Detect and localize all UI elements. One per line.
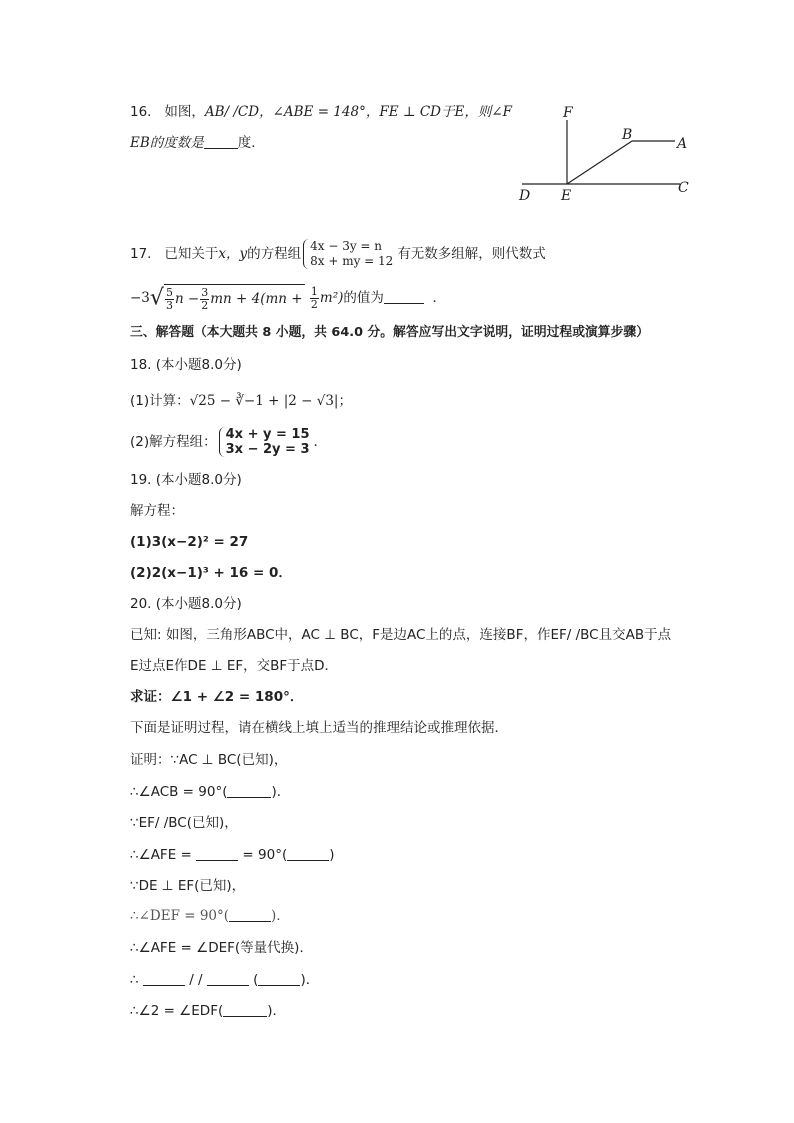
q20-given2: E过点E作DE ⊥ EF，交BF于点D．: [130, 658, 339, 674]
q20-instruction: 下面是证明过程，请在横线上填上适当的推理结论或推理依据．: [130, 720, 508, 736]
q16-text: 如图，: [164, 104, 205, 120]
q20-s4c: ): [329, 847, 335, 863]
q17-system: [303, 239, 393, 269]
label-d: D: [519, 188, 531, 204]
answer-blank[interactable]: [207, 971, 249, 986]
q17-text: 已知关于: [164, 246, 219, 262]
q17-text-d: 的值为: [343, 290, 384, 306]
frac-1-2: $\frac{1}{2}$: [310, 285, 318, 311]
section-3-heading: 三、解答题（本大题共 8 小题，共 64.0 分。解答应写出文字说明，证明过程或演算步骤）: [130, 325, 649, 340]
answer-blank[interactable]: [196, 846, 238, 861]
q20-s4a: ∴∠AFE =: [130, 847, 192, 863]
q20-step1: 证明：∵AC ⊥ BC(已知)，: [130, 752, 288, 768]
label-a: A: [677, 136, 688, 152]
q19-intro: 解方程：: [130, 503, 184, 519]
q18-p1-end: ；: [338, 393, 352, 409]
q17-line1: [130, 236, 546, 272]
q20-s6b: )．: [271, 908, 290, 924]
q18-part2: [130, 424, 327, 460]
answer-blank[interactable]: [258, 971, 300, 986]
q18-header: 18. (本小题8.0分): [130, 357, 242, 373]
q20-s6a: ∴∠DEF = 90°(: [130, 908, 230, 924]
q16-parallel: AB/ /CD: [204, 104, 260, 120]
q20-s9b: )．: [267, 1003, 287, 1019]
sqrt-body: [164, 284, 305, 313]
q17-line2: [130, 280, 446, 317]
q16-question: EB的度数是: [130, 135, 204, 151]
q20-step9: [130, 1001, 286, 1021]
q20-s8c: (: [253, 972, 259, 988]
q17-eq2: 8x + my = 12: [310, 254, 394, 268]
q20-s2a: ∴∠ACB = 90°(: [130, 784, 228, 800]
q16-tail: ，则∠F: [464, 104, 513, 120]
q17-text-c: 有无数多组解，则代数式: [397, 246, 546, 262]
q18-eq1: 4x + y = 15: [225, 427, 310, 442]
q17-text-b: 的方程组: [247, 246, 302, 262]
answer-blank[interactable]: [223, 1002, 267, 1017]
q20-given1: 已知: 如图，三角形ABC中，AC ⊥ BC，F是边AC上的点，连接BF，作EF/ /BC且交AB于点: [130, 627, 672, 643]
answer-blank[interactable]: [287, 846, 329, 861]
q16-unit: 度．: [237, 135, 265, 151]
q17-end: ．: [432, 290, 446, 306]
line-eb: [567, 141, 632, 184]
answer-blank[interactable]: [204, 134, 238, 149]
label-e: E: [561, 188, 572, 204]
q20-step2: [130, 782, 290, 802]
q17-eq1: 4x − 3y = n: [310, 239, 383, 253]
q18-part1: [130, 391, 352, 411]
q16-number: 16.: [130, 104, 152, 120]
frac-3-2: $\frac{3}{2}$: [201, 286, 209, 312]
q17-vars: x，y: [218, 246, 248, 262]
q16-figure: [510, 100, 700, 210]
q18-system: [219, 427, 310, 457]
q18-p1-label: (1)计算：: [130, 393, 190, 409]
q20-step4: [130, 845, 335, 865]
q16-angle: ，∠ABE = 148°，: [259, 104, 380, 120]
q18-p2-end: ．: [313, 434, 328, 450]
sqrt-sign: √: [149, 285, 164, 311]
q17-number: 17.: [130, 246, 152, 262]
frac-5-3: $\frac{5}{3}$: [165, 286, 173, 312]
label-f: F: [563, 105, 573, 121]
answer-blank[interactable]: [143, 971, 185, 986]
label-c: C: [678, 180, 689, 196]
answer-blank[interactable]: [229, 907, 271, 922]
label-b: B: [622, 127, 633, 143]
q20-step6: [130, 906, 290, 926]
q20-s4b: = 90°(: [242, 847, 288, 863]
answer-blank[interactable]: [384, 289, 424, 304]
q19-header: 19. (本小题8.0分): [130, 472, 242, 488]
q18-p1-expr: √25 − ∛−1 + |2 − √3|: [189, 393, 339, 409]
q20-s8d: )．: [300, 972, 320, 988]
q18-p2-label: (2)解方程组：: [130, 434, 217, 450]
q17-expr-c: mn + 4(mn +: [210, 291, 303, 307]
q20-s8b: / /: [189, 972, 203, 988]
q20-step8: [130, 970, 319, 990]
q16-perp: FE ⊥ CD于E: [379, 104, 465, 120]
q20-s2b: )．: [271, 784, 291, 800]
q20-step7: ∴∠AFE = ∠DEF(等量代换)．: [130, 940, 313, 956]
q17-expr-d: m²): [319, 290, 344, 306]
q17-expr-b: n −: [174, 291, 200, 307]
q19-part2: (2)2(x−1)³ + 16 = 0．: [130, 565, 292, 581]
q17-expr-a: −3: [130, 290, 150, 306]
q16-line1: [130, 102, 512, 122]
q20-step3: ∵EF/ /BC(已知)，: [130, 815, 238, 831]
q16-line2: [130, 133, 265, 153]
q20-step5: ∵DE ⊥ EF(已知)，: [130, 878, 246, 894]
q20-s9a: ∴∠2 = ∠EDF(: [130, 1003, 224, 1019]
q18-eq2: 3x − 2y = 3: [225, 442, 310, 457]
q19-part1: (1)3(x−2)² = 27: [130, 534, 249, 550]
q20-prove: 求证：∠1 + ∠2 = 180°．: [130, 689, 304, 705]
answer-blank[interactable]: [227, 783, 271, 798]
q20-s8a: ∴: [130, 972, 139, 988]
q20-header: 20. (本小题8.0分): [130, 596, 242, 612]
